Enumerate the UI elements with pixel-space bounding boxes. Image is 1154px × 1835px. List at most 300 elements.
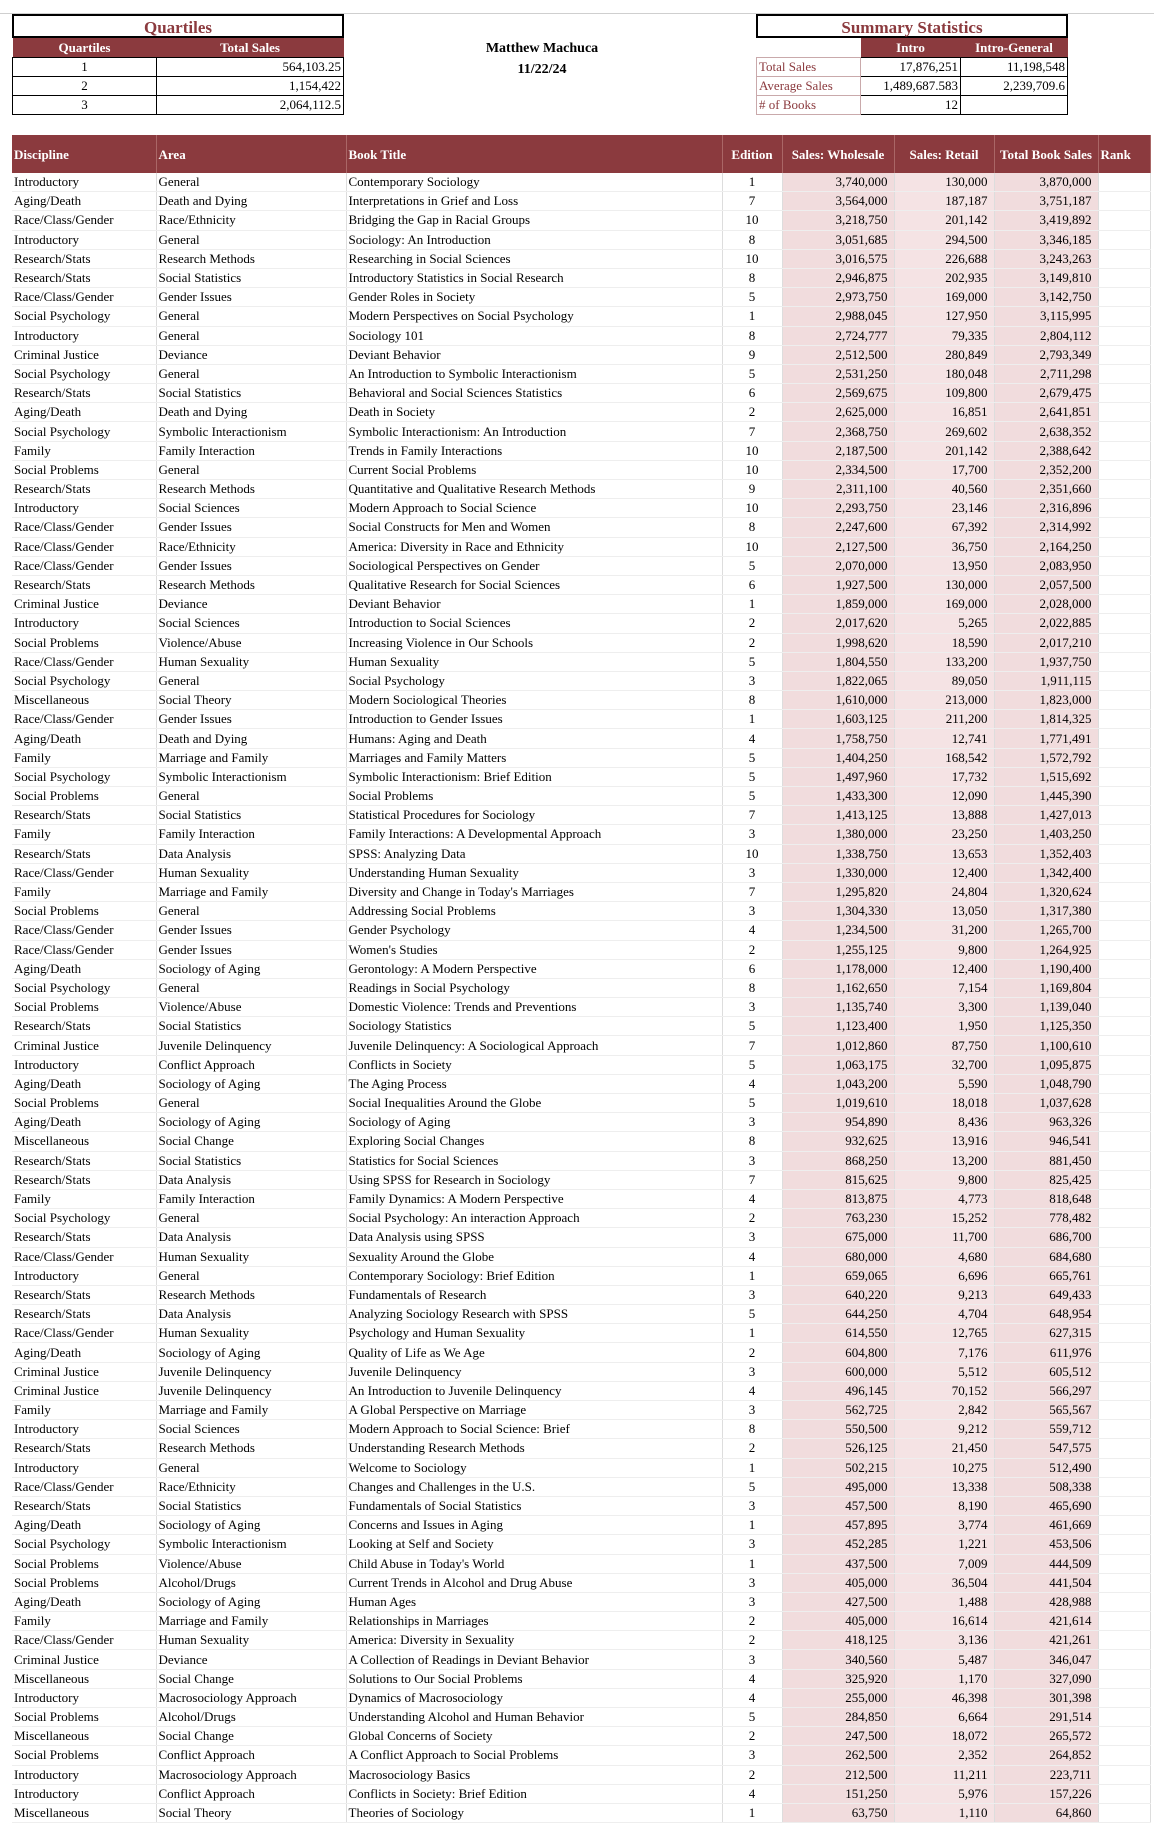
- cell-area[interactable]: General: [156, 1266, 346, 1285]
- cell-sales-wholesale[interactable]: 2,017,620: [782, 614, 894, 633]
- cell-sales-retail[interactable]: 6,664: [894, 1708, 994, 1727]
- cell-sales-wholesale[interactable]: 813,875: [782, 1189, 894, 1208]
- cell-total-book-sales[interactable]: 3,142,750: [994, 288, 1098, 307]
- cell-area[interactable]: Research Methods: [156, 1439, 346, 1458]
- cell-sales-wholesale[interactable]: 247,500: [782, 1727, 894, 1746]
- cell-discipline[interactable]: Social Problems: [12, 1554, 156, 1573]
- cell-edition[interactable]: 4: [722, 1669, 782, 1688]
- cell-sales-wholesale[interactable]: 1,413,125: [782, 806, 894, 825]
- cell-discipline[interactable]: Race/Class/Gender: [12, 863, 156, 882]
- cell-sales-retail[interactable]: 169,000: [894, 288, 994, 307]
- cell-sales-wholesale[interactable]: 427,500: [782, 1592, 894, 1611]
- cell-book-title[interactable]: Human Sexuality: [346, 652, 722, 671]
- cell-rank[interactable]: [1098, 940, 1150, 959]
- cell-area[interactable]: General: [156, 230, 346, 249]
- cell-sales-wholesale[interactable]: 3,016,575: [782, 249, 894, 268]
- cell-book-title[interactable]: Contemporary Sociology: Brief Edition: [346, 1266, 722, 1285]
- cell-discipline[interactable]: Race/Class/Gender: [12, 1631, 156, 1650]
- cell-edition[interactable]: 8: [722, 1420, 782, 1439]
- cell-sales-retail[interactable]: 31,200: [894, 921, 994, 940]
- cell-sales-retail[interactable]: 9,212: [894, 1420, 994, 1439]
- cell-sales-wholesale[interactable]: 502,215: [782, 1458, 894, 1477]
- cell-rank[interactable]: [1098, 767, 1150, 786]
- cell-book-title[interactable]: Looking at Self and Society: [346, 1535, 722, 1554]
- cell-total-book-sales[interactable]: 2,022,885: [994, 614, 1098, 633]
- cell-area[interactable]: General: [156, 671, 346, 690]
- cell-sales-wholesale[interactable]: 1,822,065: [782, 671, 894, 690]
- cell-edition[interactable]: 8: [722, 691, 782, 710]
- cell-edition[interactable]: 1: [722, 1458, 782, 1477]
- cell-sales-retail[interactable]: 7,154: [894, 978, 994, 997]
- cell-sales-wholesale[interactable]: 325,920: [782, 1669, 894, 1688]
- cell-sales-retail[interactable]: 40,560: [894, 480, 994, 499]
- cell-book-title[interactable]: Readings in Social Psychology: [346, 978, 722, 997]
- cell-total-book-sales[interactable]: 264,852: [994, 1746, 1098, 1765]
- cell-sales-wholesale[interactable]: 600,000: [782, 1362, 894, 1381]
- cell-total-book-sales[interactable]: 1,911,115: [994, 671, 1098, 690]
- cell-rank[interactable]: [1098, 384, 1150, 403]
- cell-edition[interactable]: 2: [722, 1727, 782, 1746]
- cell-discipline[interactable]: Aging/Death: [12, 403, 156, 422]
- cell-discipline[interactable]: Race/Class/Gender: [12, 556, 156, 575]
- cell-total-book-sales[interactable]: 559,712: [994, 1420, 1098, 1439]
- cell-sales-wholesale[interactable]: 1,758,750: [782, 729, 894, 748]
- cell-area[interactable]: Alcohol/Drugs: [156, 1708, 346, 1727]
- cell-sales-retail[interactable]: 280,849: [894, 345, 994, 364]
- cell-sales-retail[interactable]: 16,851: [894, 403, 994, 422]
- cell-edition[interactable]: 10: [722, 211, 782, 230]
- cell-book-title[interactable]: Theories of Sociology: [346, 1803, 722, 1822]
- cell-area[interactable]: Juvenile Delinquency: [156, 1381, 346, 1400]
- cell-book-title[interactable]: Social Psychology: An interaction Approach: [346, 1209, 722, 1228]
- cell-rank[interactable]: [1098, 921, 1150, 940]
- cell-sales-retail[interactable]: 4,680: [894, 1247, 994, 1266]
- cell-book-title[interactable]: Fundamentals of Social Statistics: [346, 1496, 722, 1515]
- cell-edition[interactable]: 10: [722, 844, 782, 863]
- cell-edition[interactable]: 2: [722, 1631, 782, 1650]
- cell-area[interactable]: Violence/Abuse: [156, 633, 346, 652]
- cell-area[interactable]: Marriage and Family: [156, 1612, 346, 1631]
- cell-sales-retail[interactable]: 23,146: [894, 499, 994, 518]
- cell-area[interactable]: Human Sexuality: [156, 1247, 346, 1266]
- cell-rank[interactable]: [1098, 671, 1150, 690]
- cell-rank[interactable]: [1098, 1612, 1150, 1631]
- cell-total-book-sales[interactable]: 2,352,200: [994, 460, 1098, 479]
- cell-edition[interactable]: 2: [722, 1343, 782, 1362]
- cell-edition[interactable]: 10: [722, 499, 782, 518]
- cell-book-title[interactable]: Concerns and Issues in Aging: [346, 1516, 722, 1535]
- cell-book-title[interactable]: Social Inequalities Around the Globe: [346, 1094, 722, 1113]
- cell-book-title[interactable]: Diversity and Change in Today's Marriages: [346, 882, 722, 901]
- cell-book-title[interactable]: Understanding Human Sexuality: [346, 863, 722, 882]
- cell-sales-retail[interactable]: 169,000: [894, 595, 994, 614]
- cell-sales-wholesale[interactable]: 604,800: [782, 1343, 894, 1362]
- cell-book-title[interactable]: America: Diversity in Race and Ethnicity: [346, 537, 722, 556]
- cell-sales-wholesale[interactable]: 2,946,875: [782, 268, 894, 287]
- cell-area[interactable]: Violence/Abuse: [156, 998, 346, 1017]
- cell-sales-wholesale[interactable]: 1,019,610: [782, 1094, 894, 1113]
- cell-rank[interactable]: [1098, 1017, 1150, 1036]
- cell-total-book-sales[interactable]: 1,190,400: [994, 959, 1098, 978]
- cell-edition[interactable]: 4: [722, 1247, 782, 1266]
- cell-sales-retail[interactable]: 10,275: [894, 1458, 994, 1477]
- cell-edition[interactable]: 1: [722, 1803, 782, 1822]
- cell-edition[interactable]: 5: [722, 652, 782, 671]
- cell-discipline[interactable]: Introductory: [12, 499, 156, 518]
- cell-book-title[interactable]: Sociology: An Introduction: [346, 230, 722, 249]
- cell-sales-wholesale[interactable]: 644,250: [782, 1305, 894, 1324]
- cell-book-title[interactable]: Understanding Research Methods: [346, 1439, 722, 1458]
- cell-area[interactable]: Sociology of Aging: [156, 1516, 346, 1535]
- cell-sales-wholesale[interactable]: 640,220: [782, 1285, 894, 1304]
- cell-sales-retail[interactable]: 13,050: [894, 902, 994, 921]
- quartile-number[interactable]: 2: [13, 77, 157, 96]
- cell-rank[interactable]: [1098, 844, 1150, 863]
- cell-area[interactable]: Gender Issues: [156, 556, 346, 575]
- cell-sales-retail[interactable]: 109,800: [894, 384, 994, 403]
- cell-discipline[interactable]: Family: [12, 748, 156, 767]
- cell-rank[interactable]: [1098, 1343, 1150, 1362]
- cell-sales-retail[interactable]: 7,176: [894, 1343, 994, 1362]
- cell-rank[interactable]: [1098, 1803, 1150, 1822]
- summary-intro-general-value[interactable]: 11,198,548: [961, 58, 1068, 77]
- cell-area[interactable]: Violence/Abuse: [156, 1554, 346, 1573]
- cell-book-title[interactable]: Dynamics of Macrosociology: [346, 1688, 722, 1707]
- cell-total-book-sales[interactable]: 547,575: [994, 1439, 1098, 1458]
- cell-rank[interactable]: [1098, 460, 1150, 479]
- cell-discipline[interactable]: Introductory: [12, 614, 156, 633]
- cell-area[interactable]: Gender Issues: [156, 518, 346, 537]
- cell-area[interactable]: Sociology of Aging: [156, 959, 346, 978]
- header-total-book-sales[interactable]: Total Book Sales: [994, 135, 1098, 173]
- summary-intro-value[interactable]: 17,876,251: [861, 58, 961, 77]
- cell-area[interactable]: Data Analysis: [156, 844, 346, 863]
- cell-book-title[interactable]: Solutions to Our Social Problems: [346, 1669, 722, 1688]
- cell-sales-retail[interactable]: 1,170: [894, 1669, 994, 1688]
- cell-edition[interactable]: 5: [722, 767, 782, 786]
- cell-sales-retail[interactable]: 213,000: [894, 691, 994, 710]
- cell-sales-retail[interactable]: 5,512: [894, 1362, 994, 1381]
- cell-rank[interactable]: [1098, 307, 1150, 326]
- cell-book-title[interactable]: Sociology of Aging: [346, 1113, 722, 1132]
- cell-book-title[interactable]: Child Abuse in Today's World: [346, 1554, 722, 1573]
- cell-total-book-sales[interactable]: 825,425: [994, 1170, 1098, 1189]
- cell-sales-retail[interactable]: 13,888: [894, 806, 994, 825]
- cell-total-book-sales[interactable]: 649,433: [994, 1285, 1098, 1304]
- cell-discipline[interactable]: Introductory: [12, 173, 156, 192]
- cell-discipline[interactable]: Research/Stats: [12, 1439, 156, 1458]
- quartile-number[interactable]: 1: [13, 58, 157, 77]
- cell-sales-retail[interactable]: 17,732: [894, 767, 994, 786]
- cell-sales-retail[interactable]: 201,142: [894, 211, 994, 230]
- cell-discipline[interactable]: Research/Stats: [12, 480, 156, 499]
- cell-edition[interactable]: 3: [722, 1362, 782, 1381]
- cell-area[interactable]: Social Statistics: [156, 1017, 346, 1036]
- cell-rank[interactable]: [1098, 364, 1150, 383]
- cell-discipline[interactable]: Race/Class/Gender: [12, 211, 156, 230]
- quartile-value[interactable]: 564,103.25: [157, 58, 344, 77]
- cell-edition[interactable]: 2: [722, 403, 782, 422]
- cell-book-title[interactable]: Analyzing Sociology Research with SPSS: [346, 1305, 722, 1324]
- cell-book-title[interactable]: A Conflict Approach to Social Problems: [346, 1746, 722, 1765]
- cell-sales-retail[interactable]: 2,842: [894, 1401, 994, 1420]
- cell-book-title[interactable]: Changes and Challenges in the U.S.: [346, 1477, 722, 1496]
- cell-edition[interactable]: 3: [722, 1746, 782, 1765]
- cell-discipline[interactable]: Criminal Justice: [12, 345, 156, 364]
- cell-total-book-sales[interactable]: 2,314,992: [994, 518, 1098, 537]
- cell-rank[interactable]: [1098, 422, 1150, 441]
- cell-total-book-sales[interactable]: 157,226: [994, 1784, 1098, 1803]
- cell-sales-retail[interactable]: 36,750: [894, 537, 994, 556]
- cell-total-book-sales[interactable]: 2,351,660: [994, 480, 1098, 499]
- cell-book-title[interactable]: Juvenile Delinquency: [346, 1362, 722, 1381]
- cell-rank[interactable]: [1098, 1170, 1150, 1189]
- cell-sales-retail[interactable]: 4,773: [894, 1189, 994, 1208]
- cell-sales-wholesale[interactable]: 1,804,550: [782, 652, 894, 671]
- cell-total-book-sales[interactable]: 265,572: [994, 1727, 1098, 1746]
- cell-discipline[interactable]: Aging/Death: [12, 729, 156, 748]
- cell-rank[interactable]: [1098, 1132, 1150, 1151]
- cell-book-title[interactable]: Statistical Procedures for Sociology: [346, 806, 722, 825]
- cell-edition[interactable]: 6: [722, 959, 782, 978]
- cell-book-title[interactable]: Trends in Family Interactions: [346, 441, 722, 460]
- cell-area[interactable]: Gender Issues: [156, 710, 346, 729]
- cell-area[interactable]: Race/Ethnicity: [156, 1477, 346, 1496]
- cell-discipline[interactable]: Social Psychology: [12, 422, 156, 441]
- cell-sales-retail[interactable]: 1,221: [894, 1535, 994, 1554]
- cell-area[interactable]: Macrosociology Approach: [156, 1765, 346, 1784]
- cell-sales-wholesale[interactable]: 1,998,620: [782, 633, 894, 652]
- cell-total-book-sales[interactable]: 3,115,995: [994, 307, 1098, 326]
- cell-discipline[interactable]: Miscellaneous: [12, 691, 156, 710]
- cell-area[interactable]: Symbolic Interactionism: [156, 1535, 346, 1554]
- cell-book-title[interactable]: Addressing Social Problems: [346, 902, 722, 921]
- cell-edition[interactable]: 8: [722, 978, 782, 997]
- cell-sales-retail[interactable]: 3,136: [894, 1631, 994, 1650]
- cell-rank[interactable]: [1098, 1708, 1150, 1727]
- cell-discipline[interactable]: Aging/Death: [12, 959, 156, 978]
- cell-total-book-sales[interactable]: 453,506: [994, 1535, 1098, 1554]
- cell-discipline[interactable]: Social Psychology: [12, 767, 156, 786]
- cell-discipline[interactable]: Research/Stats: [12, 249, 156, 268]
- cell-sales-retail[interactable]: 202,935: [894, 268, 994, 287]
- cell-book-title[interactable]: Juvenile Delinquency: A Sociological Approach: [346, 1036, 722, 1055]
- cell-edition[interactable]: 2: [722, 1612, 782, 1631]
- cell-sales-retail[interactable]: 46,398: [894, 1688, 994, 1707]
- cell-rank[interactable]: [1098, 1094, 1150, 1113]
- cell-sales-retail[interactable]: 133,200: [894, 652, 994, 671]
- cell-sales-retail[interactable]: 226,688: [894, 249, 994, 268]
- cell-sales-wholesale[interactable]: 452,285: [782, 1535, 894, 1554]
- cell-discipline[interactable]: Race/Class/Gender: [12, 1247, 156, 1266]
- cell-sales-retail[interactable]: 36,504: [894, 1573, 994, 1592]
- cell-rank[interactable]: [1098, 1458, 1150, 1477]
- cell-rank[interactable]: [1098, 1688, 1150, 1707]
- cell-total-book-sales[interactable]: 3,243,263: [994, 249, 1098, 268]
- cell-rank[interactable]: [1098, 326, 1150, 345]
- cell-book-title[interactable]: Behavioral and Social Sciences Statistics: [346, 384, 722, 403]
- cell-book-title[interactable]: Welcome to Sociology: [346, 1458, 722, 1477]
- cell-area[interactable]: Marriage and Family: [156, 882, 346, 901]
- cell-area[interactable]: Marriage and Family: [156, 748, 346, 767]
- cell-discipline[interactable]: Introductory: [12, 1784, 156, 1803]
- cell-sales-retail[interactable]: 3,774: [894, 1516, 994, 1535]
- cell-sales-wholesale[interactable]: 3,740,000: [782, 173, 894, 192]
- cell-sales-wholesale[interactable]: 1,404,250: [782, 748, 894, 767]
- cell-total-book-sales[interactable]: 2,641,851: [994, 403, 1098, 422]
- cell-edition[interactable]: 8: [722, 230, 782, 249]
- cell-area[interactable]: Race/Ethnicity: [156, 211, 346, 230]
- cell-discipline[interactable]: Research/Stats: [12, 1151, 156, 1170]
- cell-area[interactable]: Data Analysis: [156, 1170, 346, 1189]
- cell-book-title[interactable]: Family Interactions: A Developmental Approach: [346, 825, 722, 844]
- cell-total-book-sales[interactable]: 1,352,403: [994, 844, 1098, 863]
- cell-rank[interactable]: [1098, 1381, 1150, 1400]
- cell-total-book-sales[interactable]: 1,342,400: [994, 863, 1098, 882]
- cell-edition[interactable]: 9: [722, 345, 782, 364]
- cell-area[interactable]: Social Theory: [156, 1803, 346, 1822]
- cell-sales-retail[interactable]: 32,700: [894, 1055, 994, 1074]
- cell-area[interactable]: Social Statistics: [156, 806, 346, 825]
- cell-area[interactable]: Data Analysis: [156, 1305, 346, 1324]
- cell-total-book-sales[interactable]: 627,315: [994, 1324, 1098, 1343]
- cell-sales-wholesale[interactable]: 763,230: [782, 1209, 894, 1228]
- cell-discipline[interactable]: Aging/Death: [12, 1592, 156, 1611]
- cell-area[interactable]: Family Interaction: [156, 825, 346, 844]
- cell-sales-wholesale[interactable]: 212,500: [782, 1765, 894, 1784]
- cell-edition[interactable]: 4: [722, 1688, 782, 1707]
- cell-sales-retail[interactable]: 13,950: [894, 556, 994, 575]
- cell-rank[interactable]: [1098, 480, 1150, 499]
- cell-total-book-sales[interactable]: 1,048,790: [994, 1074, 1098, 1093]
- cell-discipline[interactable]: Research/Stats: [12, 1170, 156, 1189]
- cell-area[interactable]: General: [156, 460, 346, 479]
- cell-edition[interactable]: 5: [722, 1708, 782, 1727]
- cell-edition[interactable]: 10: [722, 249, 782, 268]
- cell-sales-wholesale[interactable]: 1,295,820: [782, 882, 894, 901]
- cell-total-book-sales[interactable]: 2,083,950: [994, 556, 1098, 575]
- cell-discipline[interactable]: Race/Class/Gender: [12, 288, 156, 307]
- cell-sales-wholesale[interactable]: 1,123,400: [782, 1017, 894, 1036]
- cell-edition[interactable]: 5: [722, 364, 782, 383]
- cell-discipline[interactable]: Research/Stats: [12, 1496, 156, 1515]
- cell-total-book-sales[interactable]: 566,297: [994, 1381, 1098, 1400]
- cell-total-book-sales[interactable]: 2,388,642: [994, 441, 1098, 460]
- cell-edition[interactable]: 1: [722, 710, 782, 729]
- cell-edition[interactable]: 7: [722, 882, 782, 901]
- cell-total-book-sales[interactable]: 684,680: [994, 1247, 1098, 1266]
- cell-sales-retail[interactable]: 187,187: [894, 192, 994, 211]
- cell-total-book-sales[interactable]: 421,261: [994, 1631, 1098, 1650]
- cell-rank[interactable]: [1098, 959, 1150, 978]
- cell-discipline[interactable]: Aging/Death: [12, 1113, 156, 1132]
- cell-sales-wholesale[interactable]: 437,500: [782, 1554, 894, 1573]
- cell-rank[interactable]: [1098, 787, 1150, 806]
- cell-book-title[interactable]: Humans: Aging and Death: [346, 729, 722, 748]
- cell-sales-wholesale[interactable]: 2,512,500: [782, 345, 894, 364]
- cell-total-book-sales[interactable]: 2,316,896: [994, 499, 1098, 518]
- cell-edition[interactable]: 7: [722, 422, 782, 441]
- cell-total-book-sales[interactable]: 1,264,925: [994, 940, 1098, 959]
- cell-total-book-sales[interactable]: 2,711,298: [994, 364, 1098, 383]
- cell-rank[interactable]: [1098, 1209, 1150, 1228]
- cell-edition[interactable]: 6: [722, 575, 782, 594]
- cell-discipline[interactable]: Social Problems: [12, 1094, 156, 1113]
- cell-total-book-sales[interactable]: 665,761: [994, 1266, 1098, 1285]
- cell-book-title[interactable]: Social Psychology: [346, 671, 722, 690]
- cell-rank[interactable]: [1098, 499, 1150, 518]
- header-book-title[interactable]: Book Title: [346, 135, 722, 173]
- cell-area[interactable]: Research Methods: [156, 575, 346, 594]
- cell-edition[interactable]: 3: [722, 863, 782, 882]
- cell-total-book-sales[interactable]: 465,690: [994, 1496, 1098, 1515]
- cell-edition[interactable]: 4: [722, 729, 782, 748]
- cell-sales-retail[interactable]: 24,804: [894, 882, 994, 901]
- cell-sales-wholesale[interactable]: 1,497,960: [782, 767, 894, 786]
- cell-area[interactable]: General: [156, 1458, 346, 1477]
- cell-edition[interactable]: 1: [722, 307, 782, 326]
- cell-rank[interactable]: [1098, 575, 1150, 594]
- cell-discipline[interactable]: Introductory: [12, 1055, 156, 1074]
- cell-sales-retail[interactable]: 5,487: [894, 1650, 994, 1669]
- cell-edition[interactable]: 3: [722, 671, 782, 690]
- cell-sales-retail[interactable]: 21,450: [894, 1439, 994, 1458]
- cell-discipline[interactable]: Race/Class/Gender: [12, 710, 156, 729]
- cell-rank[interactable]: [1098, 403, 1150, 422]
- cell-sales-retail[interactable]: 168,542: [894, 748, 994, 767]
- cell-book-title[interactable]: An Introduction to Juvenile Delinquency: [346, 1381, 722, 1400]
- cell-total-book-sales[interactable]: 327,090: [994, 1669, 1098, 1688]
- cell-book-title[interactable]: Using SPSS for Research in Sociology: [346, 1170, 722, 1189]
- cell-edition[interactable]: 3: [722, 1496, 782, 1515]
- cell-book-title[interactable]: Gender Psychology: [346, 921, 722, 940]
- cell-sales-retail[interactable]: 12,090: [894, 787, 994, 806]
- cell-sales-retail[interactable]: 201,142: [894, 441, 994, 460]
- cell-sales-wholesale[interactable]: 1,338,750: [782, 844, 894, 863]
- cell-area[interactable]: Alcohol/Drugs: [156, 1573, 346, 1592]
- cell-area[interactable]: Gender Issues: [156, 921, 346, 940]
- cell-area[interactable]: Family Interaction: [156, 441, 346, 460]
- cell-area[interactable]: Gender Issues: [156, 288, 346, 307]
- cell-book-title[interactable]: Social Constructs for Men and Women: [346, 518, 722, 537]
- cell-area[interactable]: Sociology of Aging: [156, 1343, 346, 1362]
- cell-rank[interactable]: [1098, 288, 1150, 307]
- cell-edition[interactable]: 5: [722, 1055, 782, 1074]
- cell-discipline[interactable]: Research/Stats: [12, 1305, 156, 1324]
- cell-book-title[interactable]: Exploring Social Changes: [346, 1132, 722, 1151]
- cell-total-book-sales[interactable]: 1,037,628: [994, 1094, 1098, 1113]
- cell-total-book-sales[interactable]: 611,976: [994, 1343, 1098, 1362]
- cell-total-book-sales[interactable]: 2,017,210: [994, 633, 1098, 652]
- cell-rank[interactable]: [1098, 1573, 1150, 1592]
- cell-edition[interactable]: 3: [722, 1573, 782, 1592]
- cell-edition[interactable]: 3: [722, 1650, 782, 1669]
- cell-sales-retail[interactable]: 9,213: [894, 1285, 994, 1304]
- cell-area[interactable]: General: [156, 787, 346, 806]
- cell-discipline[interactable]: Social Problems: [12, 1746, 156, 1765]
- cell-edition[interactable]: 2: [722, 940, 782, 959]
- cell-rank[interactable]: [1098, 1247, 1150, 1266]
- cell-sales-wholesale[interactable]: 2,334,500: [782, 460, 894, 479]
- cell-book-title[interactable]: Conflicts in Society: [346, 1055, 722, 1074]
- cell-total-book-sales[interactable]: 1,320,624: [994, 882, 1098, 901]
- cell-edition[interactable]: 1: [722, 1266, 782, 1285]
- cell-rank[interactable]: [1098, 537, 1150, 556]
- cell-total-book-sales[interactable]: 1,572,792: [994, 748, 1098, 767]
- cell-book-title[interactable]: Symbolic Interactionism: Brief Edition: [346, 767, 722, 786]
- cell-total-book-sales[interactable]: 818,648: [994, 1189, 1098, 1208]
- cell-area[interactable]: Social Sciences: [156, 614, 346, 633]
